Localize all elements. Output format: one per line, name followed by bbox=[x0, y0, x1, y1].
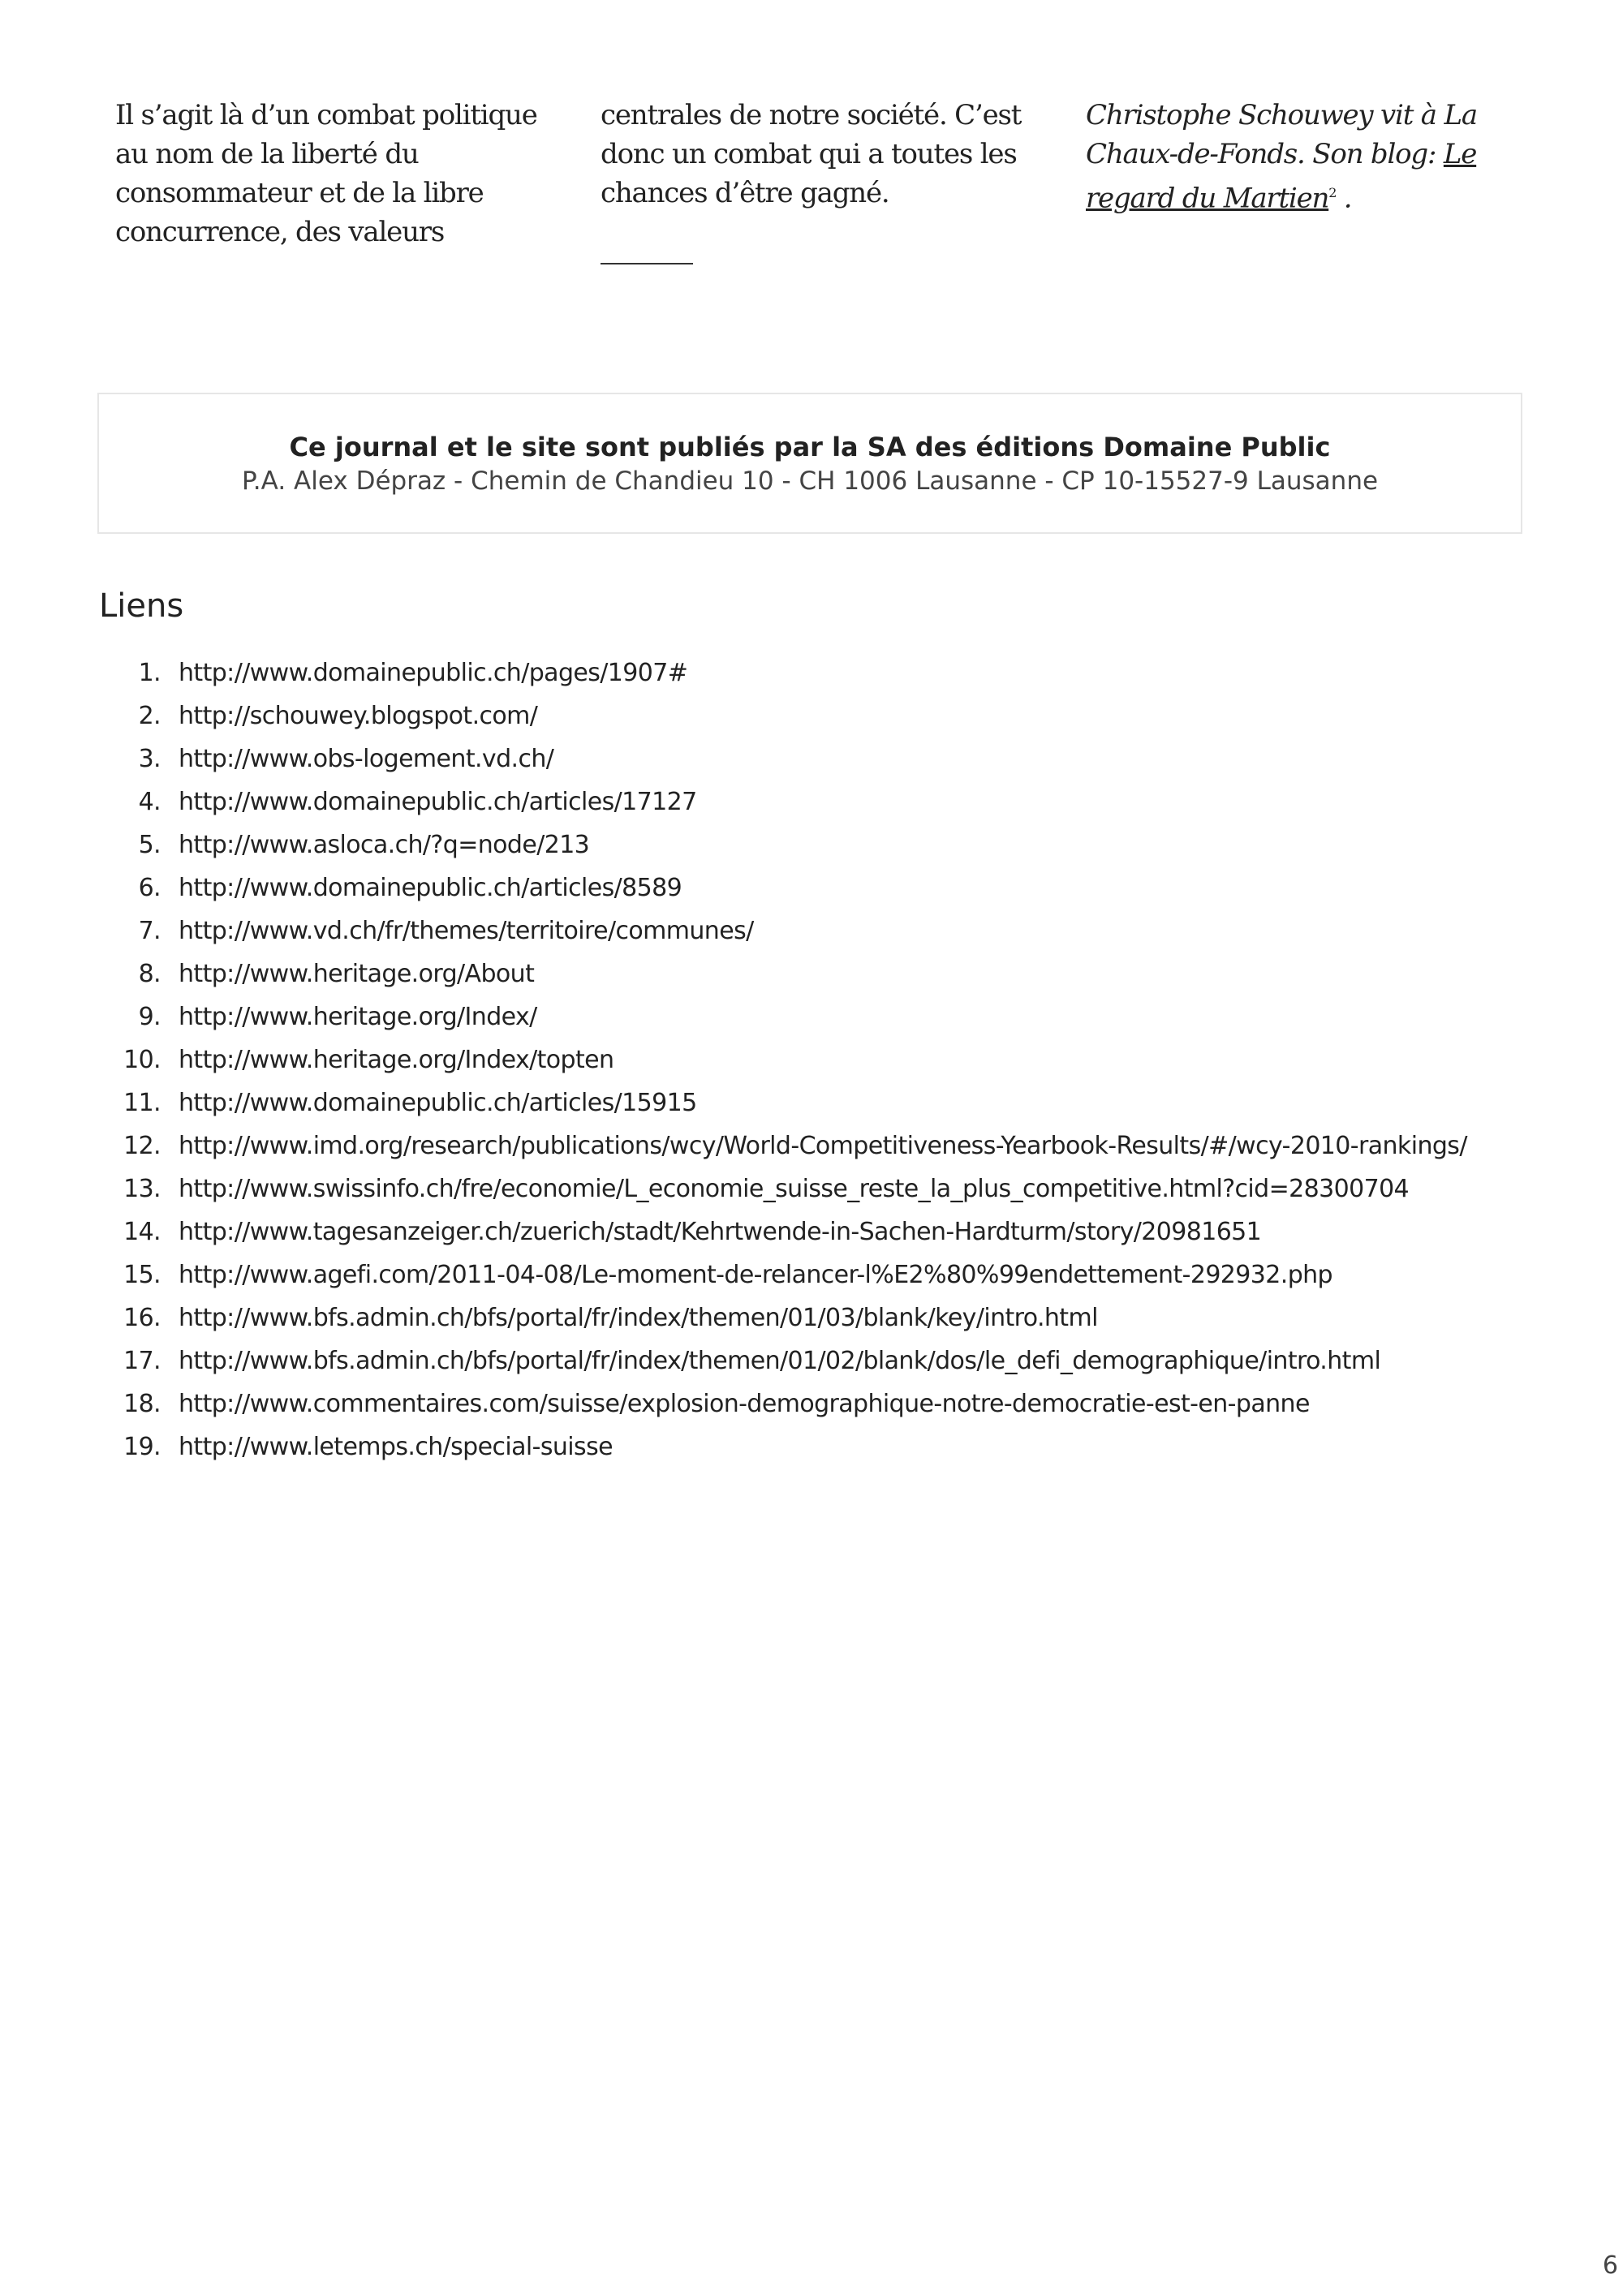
link-url[interactable]: http://www.heritage.org/Index/topten bbox=[179, 1046, 614, 1074]
article-column-1 bbox=[115, 96, 537, 252]
publisher-info-box bbox=[97, 393, 1522, 534]
author-note bbox=[1086, 96, 1508, 217]
link-url[interactable]: http://www.swissinfo.ch/fre/economie/L_economie_suisse_reste_la_plus_competitive.html?cid=28300704 bbox=[179, 1175, 1410, 1203]
link-number: 15. bbox=[123, 1261, 161, 1289]
link-number: 8. bbox=[138, 960, 161, 988]
publisher-address: P.A. Alex Dépraz - Chemin de Chandieu 10 - CH 1006 Lausanne - CP 10-15527-9 Lausanne bbox=[241, 467, 1379, 496]
article-columns bbox=[115, 96, 1511, 290]
link-url[interactable]: http://www.heritage.org/Index/ bbox=[179, 1003, 537, 1031]
link-url[interactable]: http://www.domainepublic.ch/pages/1907# bbox=[179, 659, 688, 687]
link-item bbox=[99, 1175, 1527, 1203]
link-number: 10. bbox=[123, 1046, 161, 1074]
link-url[interactable]: http://www.letemps.ch/special-suisse bbox=[179, 1433, 613, 1461]
link-number: 4. bbox=[138, 788, 161, 816]
link-item bbox=[99, 917, 1527, 945]
link-number: 18. bbox=[123, 1390, 161, 1418]
link-number: 2. bbox=[138, 702, 161, 730]
link-number: 6. bbox=[138, 874, 161, 902]
link-url[interactable]: http://www.imd.org/research/publications/wcy/World-Competitiveness-Yearbook-Results/#/wcy-2010-rankings/ bbox=[179, 1132, 1467, 1160]
link-url[interactable]: http://www.commentaires.com/suisse/explosion-demographique-notre-democratie-est-en-panne bbox=[179, 1390, 1310, 1418]
link-item bbox=[99, 1261, 1527, 1289]
links-heading: Liens bbox=[99, 587, 184, 625]
link-number: 19. bbox=[123, 1433, 161, 1461]
author-blog-link[interactable]: Le regard du Martien bbox=[1086, 138, 1477, 215]
links-list bbox=[99, 659, 1527, 1476]
link-item bbox=[99, 1218, 1527, 1246]
link-item bbox=[99, 1347, 1527, 1375]
link-item bbox=[99, 1304, 1527, 1332]
article-end-rule bbox=[601, 263, 693, 264]
author-blog-ref: 2 bbox=[1328, 185, 1337, 200]
link-url[interactable]: http://www.bfs.admin.ch/bfs/portal/fr/index/themen/01/03/blank/key/intro.html bbox=[179, 1304, 1098, 1332]
link-item bbox=[99, 702, 1527, 730]
link-number: 9. bbox=[138, 1003, 161, 1031]
link-item bbox=[99, 745, 1527, 773]
link-item bbox=[99, 874, 1527, 902]
link-item bbox=[99, 659, 1527, 687]
publisher-title: Ce journal et le site sont publiés par la SA des éditions Domaine Public bbox=[289, 432, 1331, 462]
link-url[interactable]: http://www.vd.ch/fr/themes/territoire/communes/ bbox=[179, 917, 754, 945]
link-url[interactable]: http://www.tagesanzeiger.ch/zuerich/stadt/Kehrtwende-in-Sachen-Hardturm/story/20981651 bbox=[179, 1218, 1262, 1246]
link-item bbox=[99, 1089, 1527, 1117]
link-item bbox=[99, 831, 1527, 859]
link-item bbox=[99, 1003, 1527, 1031]
link-url[interactable]: http://www.domainepublic.ch/articles/15915 bbox=[179, 1089, 697, 1117]
link-item bbox=[99, 1046, 1527, 1074]
link-url[interactable]: http://www.obs-logement.vd.ch/ bbox=[179, 745, 554, 773]
link-item bbox=[99, 788, 1527, 816]
link-number: 11. bbox=[123, 1089, 161, 1117]
link-number: 7. bbox=[138, 917, 161, 945]
link-number: 16. bbox=[123, 1304, 161, 1332]
link-number: 3. bbox=[138, 745, 161, 773]
article-paragraph: centrales de notre société. C’est donc un combat qui a toutes les chances d’être gagné. bbox=[601, 99, 1022, 209]
link-item bbox=[99, 1433, 1527, 1461]
link-number: 17. bbox=[123, 1347, 161, 1375]
link-item bbox=[99, 1390, 1527, 1418]
link-number: 14. bbox=[123, 1218, 161, 1246]
author-note-text: Christophe Schouwey vit à La Chaux-de-Fonds. Son blog: bbox=[1086, 99, 1477, 170]
link-item bbox=[99, 1132, 1527, 1160]
link-url[interactable]: http://www.asloca.ch/?q=node/213 bbox=[179, 831, 590, 859]
page-number: 6 bbox=[1602, 2251, 1618, 2280]
link-item bbox=[99, 960, 1527, 988]
link-url[interactable]: http://schouwey.blogspot.com/ bbox=[179, 702, 538, 730]
link-number: 5. bbox=[138, 831, 161, 859]
link-number: 13. bbox=[123, 1175, 161, 1203]
link-number: 1. bbox=[138, 659, 161, 687]
link-url[interactable]: http://www.domainepublic.ch/articles/8589 bbox=[179, 874, 682, 902]
link-url[interactable]: http://www.heritage.org/About bbox=[179, 960, 535, 988]
article-column-3 bbox=[1086, 96, 1508, 217]
article-paragraph: Il s’agit là d’un combat politique au nom de la liberté du consommateur et de la libre concurrence, des valeurs bbox=[115, 99, 537, 248]
link-url[interactable]: http://www.domainepublic.ch/articles/17127 bbox=[179, 788, 697, 816]
author-note-end: . bbox=[1336, 182, 1352, 215]
link-url[interactable]: http://www.bfs.admin.ch/bfs/portal/fr/index/themen/01/02/blank/dos/le_defi_demographique/intro.html bbox=[179, 1347, 1381, 1375]
link-number: 12. bbox=[123, 1132, 161, 1160]
link-url[interactable]: http://www.agefi.com/2011-04-08/Le-moment-de-relancer-l%E2%80%99endettement-292932.php bbox=[179, 1261, 1332, 1289]
article-column-2 bbox=[601, 96, 1022, 264]
